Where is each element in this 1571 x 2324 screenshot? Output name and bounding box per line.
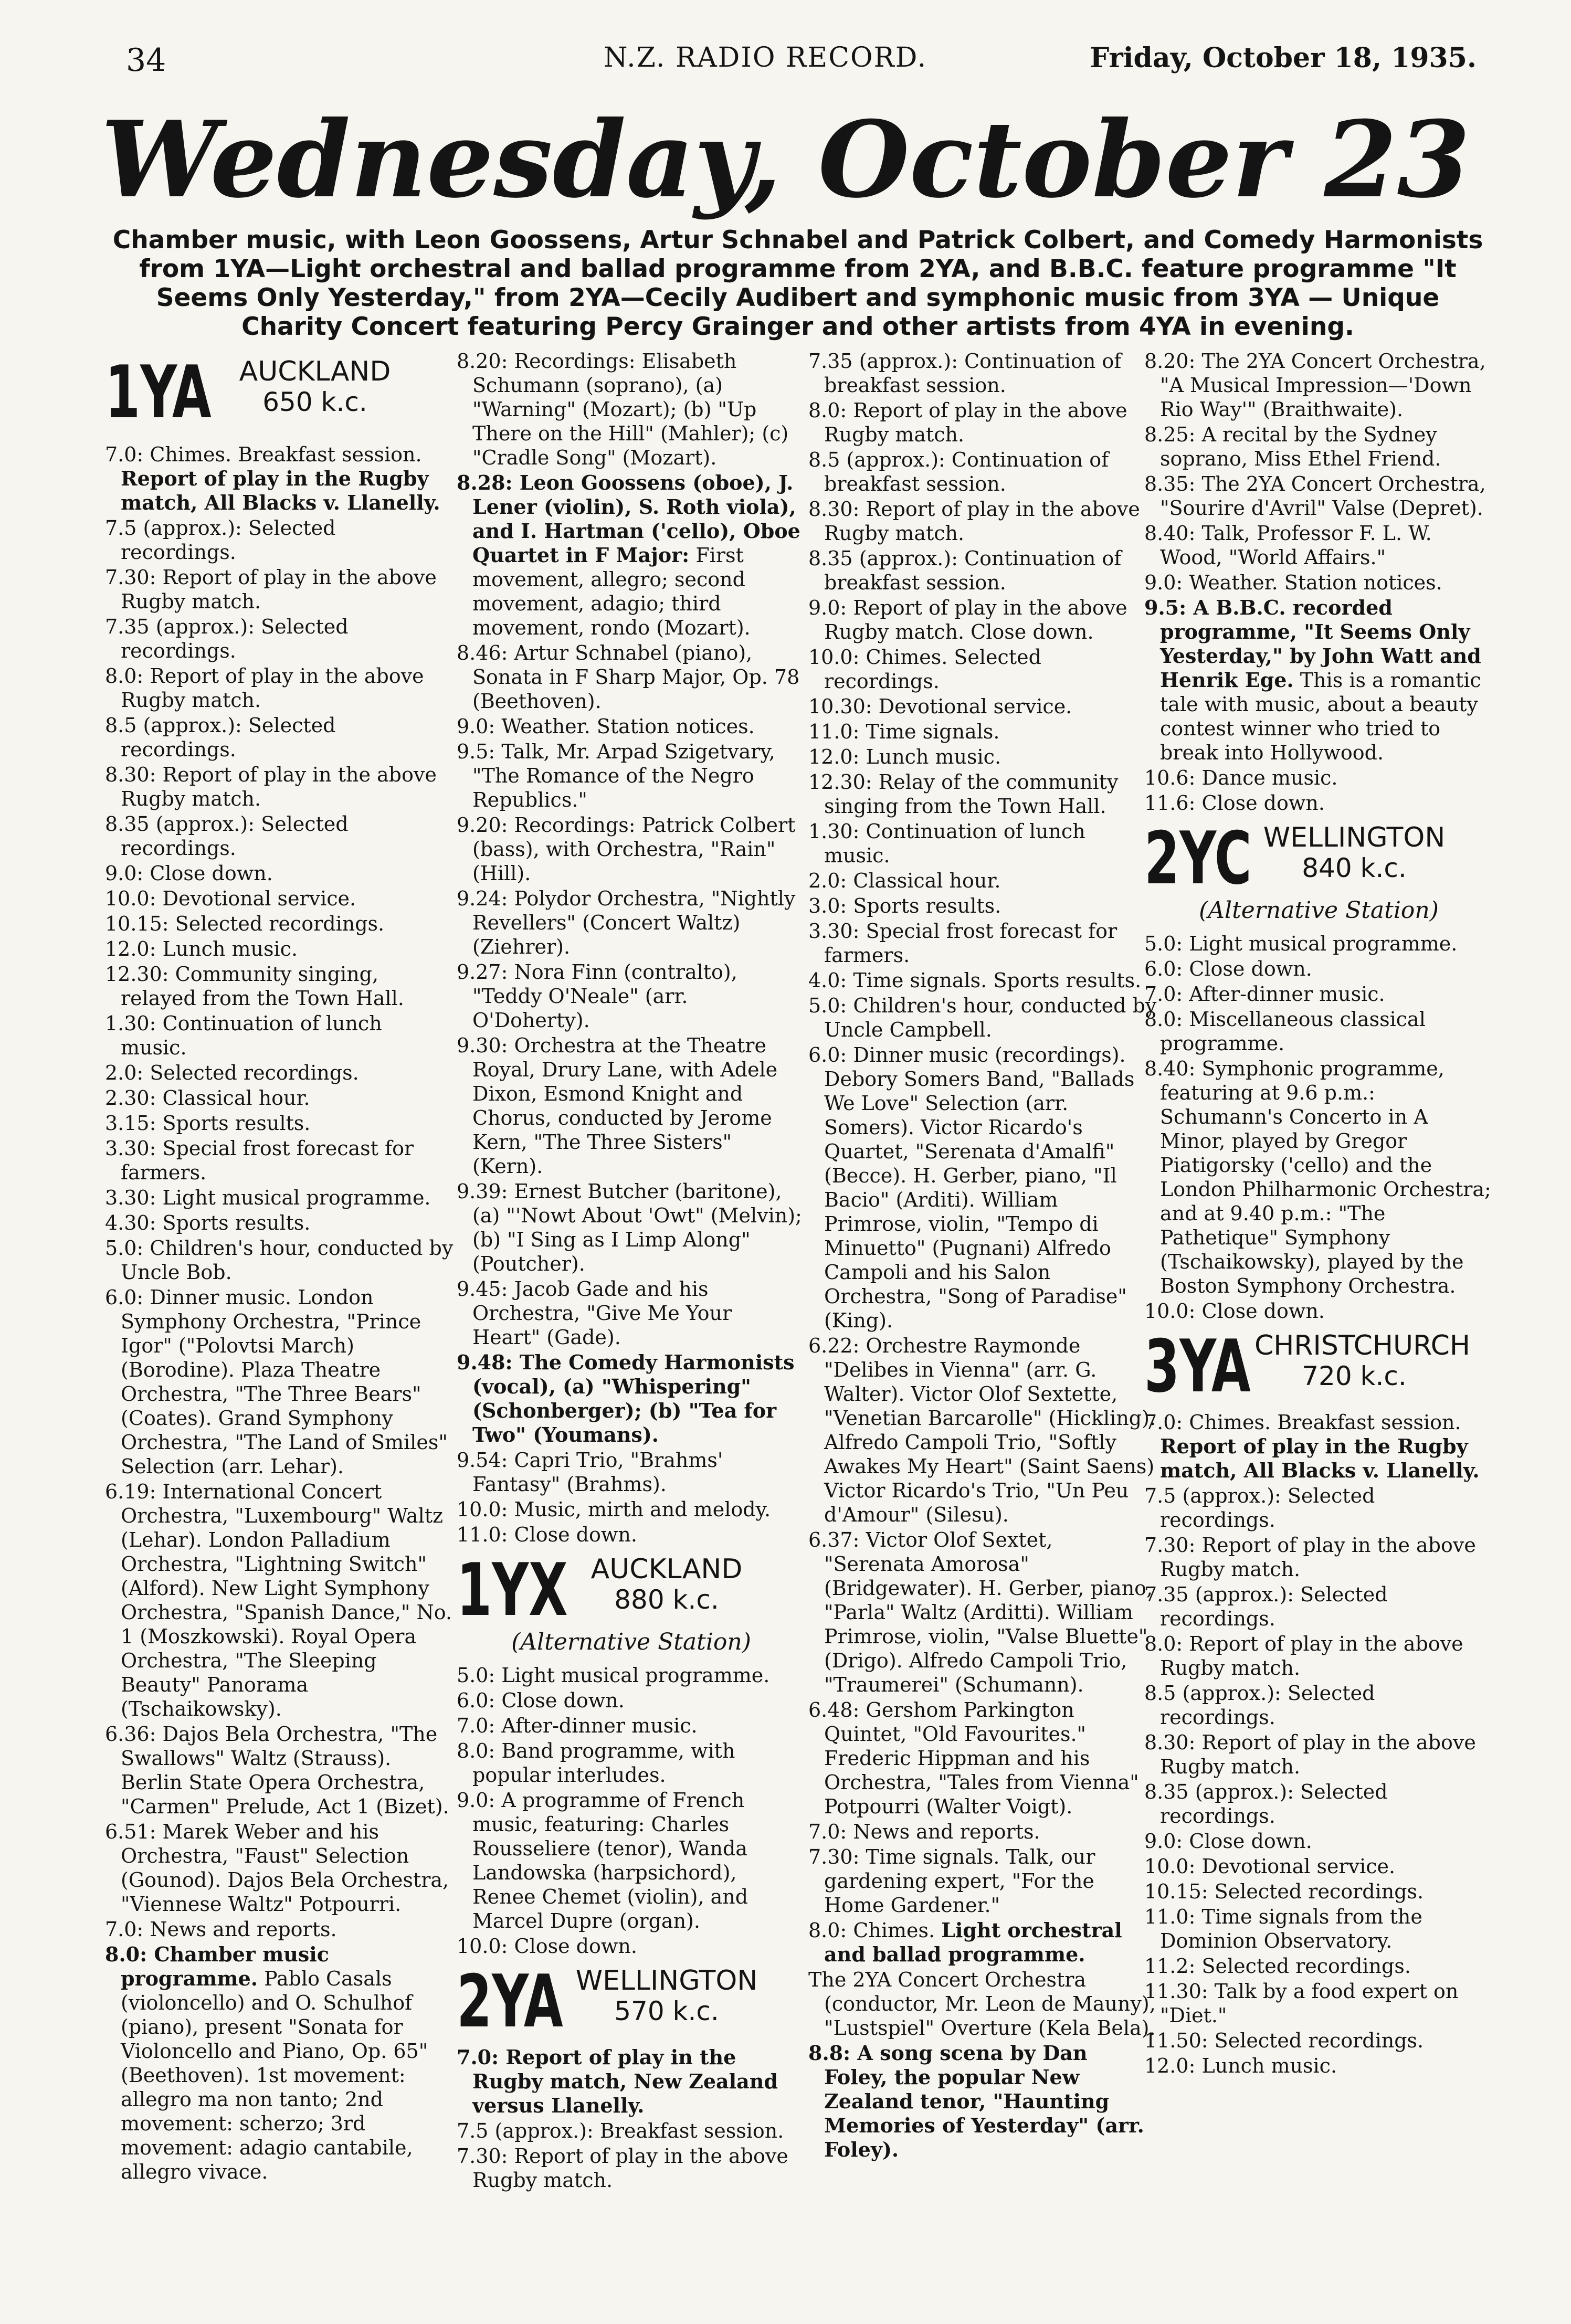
programme-item [457, 1714, 806, 1738]
programme-list-2ya-cont [808, 349, 1157, 2162]
programme-item-text: This is a romantic tale with music, about a beauty contest winner who tried to break into Hollywood. [1160, 669, 1481, 764]
programme-item [1144, 791, 1493, 815]
programme-item [808, 968, 1157, 992]
programme-item [808, 745, 1157, 769]
programme-item-text: 7.5 (approx.): Selected recordings. [105, 516, 336, 564]
programme-item-highlight: 8.8: A song scena by Dan Foley, the popular New Zealand tenor, "Haunting Memories of Yesterday" (arr. Foley). [808, 2041, 1144, 2161]
programme-item [808, 497, 1157, 545]
programme-item-text: 10.15: Selected recordings. [105, 912, 385, 935]
programme-item-text: 9.0: Weather. Station notices. [457, 715, 755, 738]
programme-item-highlight: Light orchestral and ballad programme. [824, 1918, 1122, 1966]
column-4 [1144, 349, 1493, 2301]
programme-item-text: 10.30: Devotional service. [808, 695, 1072, 718]
programme-item-text: 6.0: Dinner music (recordings). Debory Somers Band, "Ballads We Love" Selection (arr. Somers). Victor Ricardo's Quartet, "Serenata d'Amalfi" (Becce). H. Gerber, piano, "Il Bacio" (Arditi). William Primrose, violin, "Tempo di Minuetto" (Pugnani) Alfredo Campoli and his Salon Orchestra, "Song of Paradise" (King). [808, 1043, 1135, 1332]
programme-item-highlight: 8.0: Chamber music programme. [105, 1942, 329, 1990]
programme-item-text: 10.0: Devotional service. [105, 887, 356, 910]
programme-item-text: 12.30: Community singing, relayed from the Town Hall. [105, 963, 404, 1010]
programme-item [808, 894, 1157, 918]
programme-item-highlight: 8.28: Leon Goossens (oboe), J. Lener (violin), S. Roth viola), and I. Hartman ('cello), Oboe Quartet in F Major: [457, 471, 800, 567]
programme-item [1144, 1299, 1493, 1323]
programme-item-text: 11.0: Close down. [457, 1523, 637, 1546]
page-number: 34 [126, 42, 166, 79]
programme-item [1144, 571, 1493, 595]
programme-item [105, 1820, 454, 1916]
programme-item-text: 9.54: Capri Trio, "Brahms' Fantasy" (Brahms). [457, 1449, 723, 1496]
programme-item-text: 8.25: A recital by the Sydney soprano, Miss Ethel Friend. [1144, 423, 1441, 470]
programme-item-text: 11.0: Time signals from the Dominion Observatory. [1144, 1905, 1422, 1952]
programme-item [1144, 422, 1493, 471]
station-alternative-label: (Alternative Station) [511, 1629, 751, 1655]
programme-item-text: 8.35 (approx.): Selected recordings. [1144, 1780, 1388, 1827]
programme-item [808, 994, 1157, 1042]
programme-item [808, 1845, 1157, 1917]
programme-item-text: 8.0: Band programme, with popular interludes. [457, 1739, 735, 1787]
programme-item-text: 9.0: Close down. [1144, 1830, 1312, 1853]
programme-item-text: 7.5 (approx.): Breakfast session. [457, 2119, 784, 2142]
programme-item [105, 615, 454, 663]
programme-item-text: 9.0: Close down. [105, 862, 273, 885]
programme-item [1144, 472, 1493, 520]
programme-item-text: 3.30: Light musical programme. [105, 1186, 431, 1209]
programme-item-text: 11.50: Selected recordings. [1144, 2029, 1424, 2052]
programme-item-text: 6.0: Close down. [457, 1689, 625, 1712]
programme-item [457, 2144, 806, 2192]
programme-item-text: 4.30: Sports results. [105, 1211, 311, 1234]
programme-item [457, 1350, 806, 1447]
programme-item-text: 12.30: Relay of the community singing from the Town Hall. [808, 770, 1119, 818]
programme-item [105, 861, 454, 885]
programme-item-text: 3.30: Special frost forecast for farmers. [105, 1137, 414, 1184]
programme-item-text: 8.0: Report of play in the above Rugby match. [1144, 1632, 1463, 1679]
programme-item-text: 1.30: Continuation of lunch music. [105, 1012, 382, 1059]
programme-item [105, 1480, 454, 1721]
programme-item-text: 7.30: Report of play in the above Rugby match. [1144, 1534, 1476, 1581]
programme-item-highlight: 7.0: Report of play in the Rugby match, New Zealand versus Llanelly. [457, 2045, 778, 2117]
programme-item-text: 3.15: Sports results. [105, 1112, 311, 1135]
programme-item-text: 8.0: Report of play in the above Rugby match. [808, 399, 1127, 446]
programme-item-text: 1.30: Continuation of lunch music. [808, 820, 1085, 867]
station-frequency: 650 k.c. [262, 387, 367, 417]
programme-item [105, 442, 454, 515]
programme-item-text: 8.0: Report of play in the above Rugby match. [105, 664, 424, 712]
programme-item [808, 1698, 1157, 1819]
programme-item-text: 3.0: Sports results. [808, 894, 1001, 917]
station-frequency: 720 k.c. [1302, 1361, 1407, 1391]
programme-item-text: 8.30: Report of play in the above Rugby match. [808, 498, 1140, 545]
programme-item [1144, 2054, 1493, 2078]
programme-item [457, 1663, 806, 1687]
programme-item [457, 1277, 806, 1349]
programme-item [105, 1285, 454, 1478]
programme-item-text: Pablo Casals (violoncello) and O. Schulhof (piano), present "Sonata for Violoncello and Piano, Op. 65" (Beethoven). 1st movement: allegro ma non tanto; 2nd movement: scherzo; 3rd movement: adagio cantabile, allegro vivace. [121, 1967, 428, 2183]
programme-item-text: 7.0: News and reports. [808, 1820, 1040, 1843]
programme-item-text: 10.6: Dance music. [1144, 766, 1338, 789]
programme-list-1ya-cont [457, 349, 806, 1547]
programme-item-text: 7.0: After-dinner music. [457, 1714, 698, 1737]
programme-item-text: 6.37: Victor Olof Sextet, "Serenata Amorosa" (Bridgewater). H. Gerber, piano, "Parla" Waltz (Arditti). William Primrose, violin, "Valse Bluette" (Drigo). Alfredo Campoli Trio, "Traumerei" (Schumann). [808, 1528, 1153, 1696]
programme-item [1144, 1533, 1493, 1581]
programme-item [808, 448, 1157, 496]
programme-item-text: 6.22: Orchestre Raymonde "Delibes in Vienna" (arr. G. Walter). Victor Olof Sextette, "Venetian Barcarolle" (Hickling). Alfredo Campoli Trio, "Softly Awakes My Heart" (Saint Saens) Victor Ricardo's Trio, "Un Peu d'Amour" (Silesu). [808, 1334, 1156, 1526]
programme-item-text: 8.5 (approx.): Selected recordings. [105, 714, 336, 761]
programme-item [457, 641, 806, 713]
programme-item-text: The 2YA Concert Orchestra (conductor, Mr. Leon de Mauny), "Lustspiel" Overture (Kela Bela). [808, 1968, 1156, 2040]
station-code: 2YA [457, 1959, 563, 2044]
column-2 [457, 349, 806, 2301]
programme-item [457, 1497, 806, 1522]
programme-item-text: 8.5 (approx.): Selected recordings. [1144, 1682, 1375, 1729]
station-city: CHRISTCHURCH [1254, 1330, 1471, 1361]
programme-item-text: 9.39: Ernest Butcher (baritone), (a) "'Nowt About 'Owt" (Melvin); (b) "I Sing as I Limp Along" (Poutcher). [457, 1180, 802, 1275]
programme-item [1144, 1410, 1493, 1483]
programme-item [105, 763, 454, 811]
programme-item-text: 10.15: Selected recordings. [1144, 1880, 1424, 1903]
programme-item-text: 7.0: Chimes. Breakfast session. [105, 443, 422, 466]
programme-item-highlight: 9.48: The Comedy Harmonists (vocal), (a) "Whispering" (Schonberger); (b) "Tea for Two" (Youmans). [457, 1350, 795, 1446]
programme-item [457, 714, 806, 738]
programme-item [808, 1043, 1157, 1333]
programme-item [1144, 1780, 1493, 1828]
programme-item [105, 1011, 454, 1060]
programme-item-text: 8.35: The 2YA Concert Orchestra, "Sourire d'Avril" Valse (Depret). [1144, 472, 1486, 520]
programme-item-text: 8.46: Artur Schnabel (piano), Sonata in F Sharp Major, Op. 78 (Beethoven). [457, 641, 800, 713]
programme-item [457, 813, 806, 885]
programme-item [105, 937, 454, 961]
programme-item-text: 2.30: Classical hour. [105, 1086, 310, 1110]
programme-item-text: 8.20: The 2YA Concert Orchestra, "A Musical Impression—'Down Rio Way'" (Braithwaite). [1144, 350, 1486, 421]
programme-item [808, 694, 1157, 719]
programme-item-text: 8.40: Symphonic programme, featuring at 9.6 p.m.: Schumann's Concerto in A Minor, played by Gregor Piatigorsky ('cello) and the London Philharmonic Orchestra; and at 9.40 p.m.: "The Pathetique" Symphony (Tschaikowsky), played by the Boston Symphony Orchestra. [1144, 1057, 1491, 1297]
programme-item-text: 5.0: Light musical programme. [1144, 932, 1458, 955]
programme-item-text: 8.40: Talk, Professor F. L. W. Wood, "World Affairs." [1144, 522, 1432, 569]
programme-item-text: 10.0: Music, mirth and melody. [457, 1498, 771, 1521]
programme-item-text: 10.0: Chimes. Selected recordings. [808, 646, 1041, 693]
programme-item-text: 2.0: Selected recordings. [105, 1061, 359, 1084]
programme-item-text: 11.2: Selected recordings. [1144, 1955, 1411, 1978]
station-frequency: 880 k.c. [614, 1584, 719, 1615]
programme-item [457, 471, 806, 640]
programme-item [105, 516, 454, 564]
programme-item-text: 7.35 (approx.): Selected recordings. [105, 615, 349, 662]
programme-item-text: 9.20: Recordings: Patrick Colbert (bass), with Orchestra, "Rain" (Hill). [457, 814, 796, 885]
programme-item-text: 8.30: Report of play in the above Rugby match. [105, 763, 437, 810]
station-code: 1YX [457, 1548, 568, 1632]
programme-item-text: 6.19: International Concert Orchestra, "Luxembourg" Waltz (Lehar). London Palladium Orchestra, "Lightning Switch" (Alford). New Light Symphony Orchestra, "Spanish Dance," No. 1 (Moszkowski). Royal Opera Orchestra, "The Sleeping Beauty" Panorama (Tschaikowsky). [105, 1480, 452, 1720]
column-3 [808, 349, 1157, 2301]
programme-item [1144, 1905, 1493, 1953]
programme-item-text: 5.0: Children's hour, conducted by Uncle Bob. [105, 1237, 454, 1284]
programme-item-text: 7.35 (approx.): Selected recordings. [1144, 1583, 1388, 1630]
programme-item [457, 1934, 806, 1958]
programme-item [105, 1211, 454, 1235]
programme-item [1144, 2029, 1493, 2053]
programme-item [1144, 1854, 1493, 1878]
programme-item [457, 1033, 806, 1178]
programme-item [1144, 596, 1493, 765]
station-heading-2ya [457, 1959, 806, 2044]
programme-item-text: 7.30: Report of play in the above Rugby match. [457, 2145, 788, 2192]
programme-item [808, 349, 1157, 397]
station-frequency: 570 k.c. [614, 1996, 719, 2026]
programme-list-2yc [1144, 932, 1493, 1323]
programme-item-text: 12.0: Lunch music. [105, 937, 298, 960]
programme-item-text: 2.0: Classical hour. [808, 869, 1001, 892]
programme-item [105, 886, 454, 911]
programme-item [1144, 1057, 1493, 1298]
programme-item-text: 6.48: Gershom Parkington Quintet, "Old Favourites." Frederic Hippman and his Orchestra, "Tales from Vienna" Potpourri (Walter Voigt). [808, 1698, 1139, 1818]
programme-item [808, 1528, 1157, 1697]
programme-item-text: 9.24: Polydor Orchestra, "Nightly Revellers" (Concert Waltz) (Ziehrer). [457, 887, 796, 958]
programme-item [808, 398, 1157, 447]
programme-item [457, 349, 806, 470]
programme-item [808, 1820, 1157, 1844]
programme-item-highlight: Report of play in the Rugby match, All Blacks v. Llanelly. [121, 467, 440, 514]
station-heading-2yc [1144, 816, 1493, 924]
programme-item [808, 1918, 1157, 1967]
programme-item-text: 7.30: Report of play in the above Rugby match. [105, 566, 437, 613]
issue-date: Friday, October 18, 1935. [1090, 42, 1477, 74]
programme-item [105, 713, 454, 762]
station-city: AUCKLAND [591, 1554, 743, 1585]
programme-item [1144, 766, 1493, 790]
programme-item [105, 565, 454, 614]
programme-item [1144, 982, 1493, 1006]
programme-item-text: 4.0: Time signals. Sports results. [808, 969, 1142, 992]
programme-item-text: 8.0: Chimes. [808, 1919, 935, 1942]
programme-item-text: 7.30: Time signals. Talk, our gardening expert, "For the Home Gardener." [808, 1845, 1095, 1917]
programme-item-text: 9.0: Report of play in the above Rugby match. Close down. [808, 596, 1127, 643]
station-city: AUCKLAND [239, 356, 391, 387]
programme-item-highlight: 9.5: A B.B.C. recorded programme, "It Seems Only Yesterday," by John Watt and Henrik Ege. [1144, 596, 1481, 692]
programme-item [1144, 1829, 1493, 1853]
programme-item [1144, 1632, 1493, 1680]
programme-item-text: 8.20: Recordings: Elisabeth Schumann (soprano), (a) "Warning" (Mozart); (b) "Up There on the Hill" (Mahler); (c) "Cradle Song" (Mozart). [457, 350, 789, 469]
programme-item-text: 6.0: Close down. [1144, 957, 1312, 980]
programme-item [457, 740, 806, 812]
programme-item-text: 9.5: Talk, Mr. Arpad Szigetvary, "The Romance of the Negro Republics." [457, 740, 775, 811]
programme-item-text: 9.45: Jacob Gade and his Orchestra, "Give Me Your Heart" (Gade). [457, 1277, 732, 1349]
station-heading-1yx [457, 1548, 806, 1656]
publication-name: N.Z. RADIO RECORD. [604, 42, 927, 73]
programme-item [1144, 349, 1493, 421]
programme-item [457, 1523, 806, 1547]
programme-item [457, 2119, 806, 2143]
station-frequency: 840 k.c. [1302, 853, 1407, 883]
programme-item [457, 886, 806, 959]
programme-item-text: 5.0: Light musical programme. [457, 1664, 770, 1687]
programme-item-text: 9.0: A programme of French music, featuring: Charles Rousseliere (tenor), Wanda Landowska (harpsichord), Renee Chemet (violin), and Marcel Dupre (organ). [457, 1789, 748, 1932]
programme-item-text: 5.0: Children's hour, conducted by Uncle Campbell. [808, 994, 1157, 1041]
programme-list-2ya-cont2 [1144, 349, 1493, 815]
programme-item [457, 2045, 806, 2118]
station-code: 1YA [105, 350, 212, 435]
page-header [0, 42, 1571, 89]
programme-item [457, 960, 806, 1032]
programme-item-text: 11.6: Close down. [1144, 791, 1325, 815]
programme-item-text: 8.30: Report of play in the above Rugby match. [1144, 1731, 1476, 1778]
programme-item [1144, 957, 1493, 981]
programme-item [1144, 1879, 1493, 1904]
programme-item [808, 869, 1157, 893]
programme-item-highlight: Report of play in the Rugby match, All Blacks v. Llanelly. [1160, 1434, 1480, 1482]
programme-item [808, 720, 1157, 744]
programme-item [105, 962, 454, 1010]
programme-item [808, 596, 1157, 644]
programme-list-3ya [1144, 1410, 1493, 2078]
programme-item [808, 770, 1157, 818]
station-heading-3ya [1144, 1324, 1493, 1409]
programme-item [105, 1086, 454, 1110]
programme-item-text: 11.0: Time signals. [808, 720, 1000, 743]
programme-item [1144, 1979, 1493, 2027]
programme-item-text: 9.27: Nora Finn (contralto), "Teddy O'Neale" (arr. O'Doherty). [457, 960, 737, 1032]
station-city: WELLINGTON [575, 1965, 758, 1996]
programme-item-text: 6.51: Marek Weber and his Orchestra, "Faust" Selection (Gounod). Dajos Bela Orchestra, "Viennese Waltz" Potpourri. [105, 1820, 449, 1916]
page-title: Wednesday, October 23 [101, 98, 1470, 221]
programme-item-text: 10.0: Devotional service. [1144, 1855, 1396, 1878]
programme-item [808, 819, 1157, 868]
programme-item [457, 1739, 806, 1787]
programme-item-text: 6.36: Dajos Bela Orchestra, "The Swallows" Waltz (Strauss). Berlin State Opera Orchestra, "Carmen" Prelude, Act 1 (Bizet). [105, 1723, 449, 1818]
station-city: WELLINGTON [1263, 822, 1446, 853]
programme-item [1144, 1954, 1493, 1978]
programme-item-text: 7.0: Chimes. Breakfast session. [1144, 1411, 1461, 1434]
programme-item-text: 10.0: Close down. [1144, 1300, 1325, 1323]
programme-item [1144, 1007, 1493, 1055]
programme-item-text: 6.0: Dinner music. London Symphony Orchestra, "Prince Igor" ("Polovtsi March) (Borodine). Plaza Theatre Orchestra, "The Three Bears" (Coates). Grand Symphony Orchestra, "The Land of Smiles" Selection (arr. Lehar). [105, 1286, 448, 1478]
programme-item-text: 7.0: After-dinner music. [1144, 983, 1385, 1006]
programme-item-text: 9.0: Weather. Station notices. [1144, 571, 1442, 594]
programme-item [808, 2041, 1157, 2162]
programme-item [457, 1448, 806, 1496]
programme-item [1144, 521, 1493, 569]
programme-item [808, 546, 1157, 595]
programme-item [105, 1186, 454, 1210]
programme-item [105, 664, 454, 712]
programme-item-text: First movement, allegro; second movement, adagio; third movement, rondo (Mozart). [472, 544, 751, 639]
programme-item [1144, 1582, 1493, 1631]
programme-item-text: 8.35 (approx.): Selected recordings. [105, 812, 349, 860]
programme-item [1144, 1730, 1493, 1779]
programme-item-text: 3.30: Special frost forecast for farmers. [808, 920, 1117, 967]
programme-item [105, 912, 454, 936]
programme-item [457, 1179, 806, 1276]
column-1 [105, 349, 454, 2301]
programme-list-2ya [457, 2045, 806, 2192]
programme-item-text: 7.0: News and reports. [105, 1918, 337, 1941]
station-alternative-label: (Alternative Station) [1199, 897, 1439, 924]
programme-item [1144, 1681, 1493, 1729]
programme-item [105, 1236, 454, 1284]
programme-item [808, 1968, 1157, 2040]
programme-item [1144, 1484, 1493, 1532]
programme-item [1144, 932, 1493, 956]
intro-summary: Chamber music, with Leon Goossens, Artur Schnabel and Patrick Colbert, and Comedy Harmonists from 1YA—Light orchestral and ballad programme from 2YA, and B.B.C. feature programme "It Seems Only Yesterday," from 2YA—Cecily Audibert and symphonic music from 3YA — Unique Charity Concert featuring Percy Grainger and other artists from 4YA in evening. [112, 226, 1483, 341]
programme-list-1yx [457, 1663, 806, 1958]
programme-item [808, 919, 1157, 967]
programme-item-text: 10.0: Close down. [457, 1935, 637, 1958]
programme-item [105, 1722, 454, 1819]
programme-item [105, 812, 454, 860]
programme-item [457, 1788, 806, 1933]
programme-item [105, 1061, 454, 1085]
programme-item-text: 7.5 (approx.): Selected recordings. [1144, 1484, 1375, 1531]
programme-list-1ya [105, 442, 454, 2184]
programme-item-text: 8.5 (approx.): Continuation of breakfast session. [808, 448, 1109, 495]
programme-item-text: 12.0: Lunch music. [808, 745, 1001, 768]
programme-item [105, 1942, 454, 2184]
programme-item-text: 9.30: Orchestra at the Theatre Royal, Drury Lane, with Adele Dixon, Esmond Knight and Chorus, conducted by Jerome Kern, "The Three Sisters" (Kern). [457, 1034, 778, 1178]
programme-item-text: 11.30: Talk by a food expert on "Diet." [1144, 1980, 1459, 2027]
programme-item [457, 1688, 806, 1713]
programme-item [105, 1136, 454, 1185]
programme-item [105, 1111, 454, 1135]
programme-item-text: 8.0: Miscellaneous classical programme. [1144, 1008, 1426, 1055]
programme-item-text: 12.0: Lunch music. [1144, 2054, 1337, 2077]
station-code: 3YA [1144, 1324, 1251, 1409]
station-code: 2YC [1144, 816, 1252, 901]
programme-item [808, 645, 1157, 693]
programme-item [808, 1334, 1157, 1527]
programme-item-text: 8.35 (approx.): Continuation of breakfast session. [808, 547, 1122, 594]
station-heading-1ya [105, 350, 454, 435]
programme-item [105, 1917, 454, 1941]
programme-item-text: 7.35 (approx.): Continuation of breakfast session. [808, 350, 1122, 397]
